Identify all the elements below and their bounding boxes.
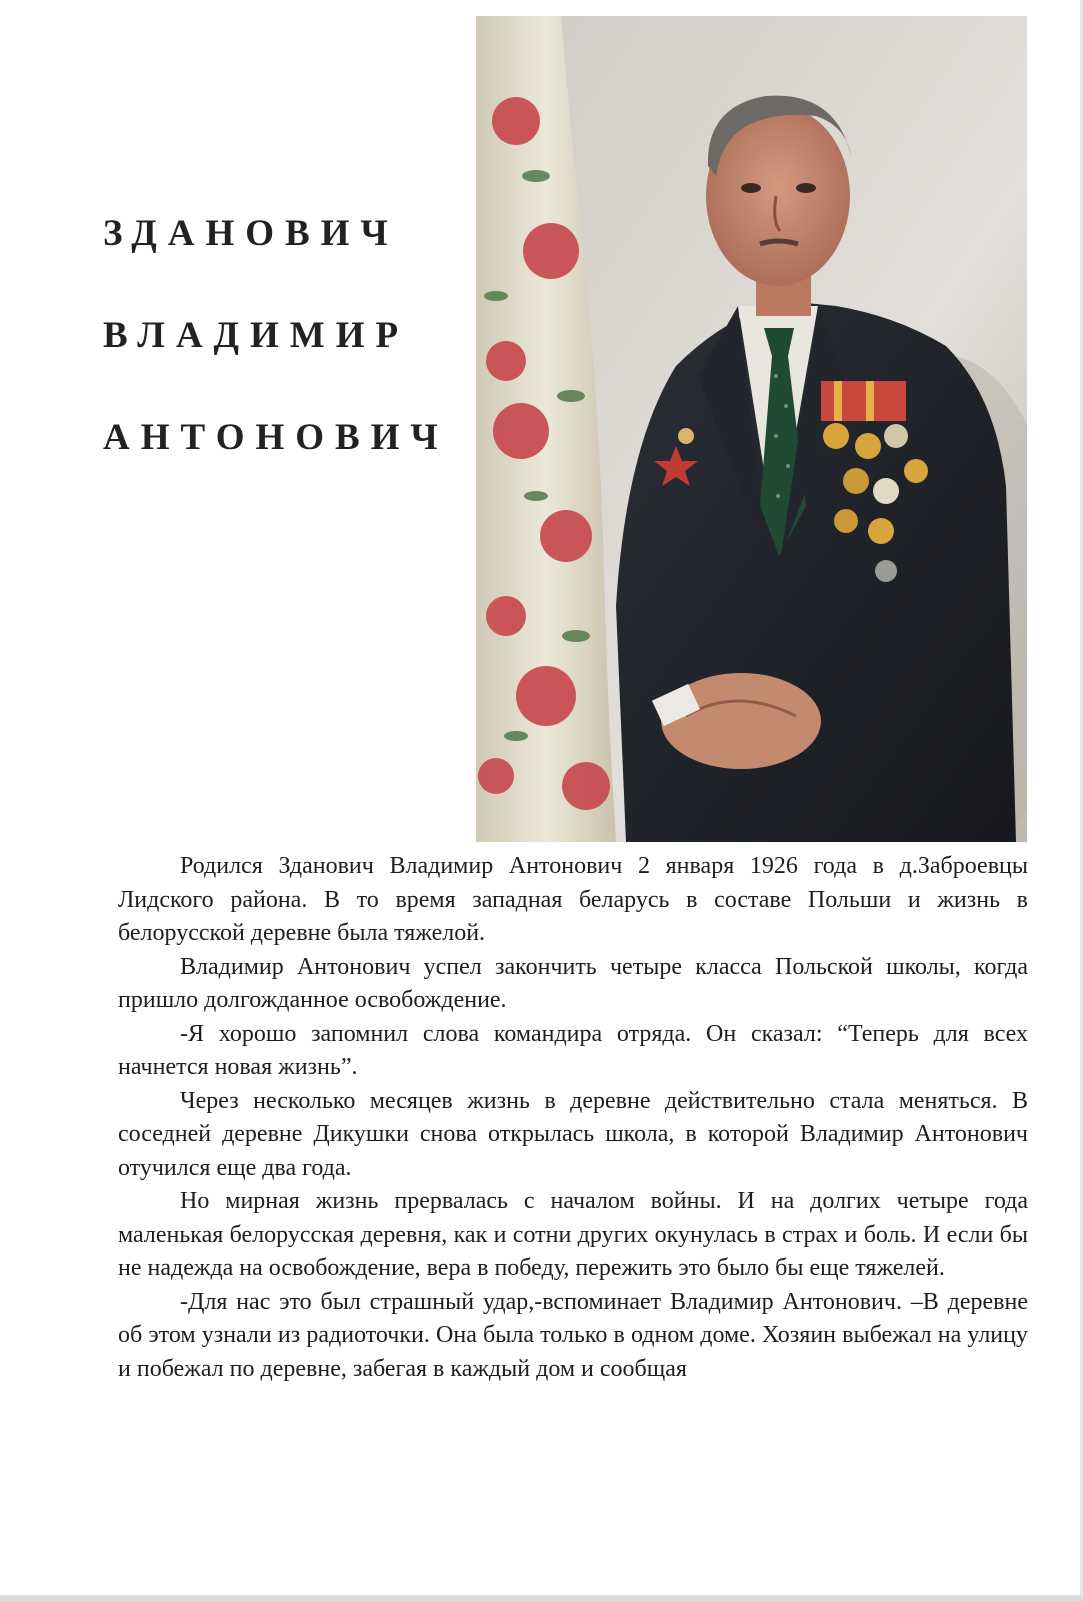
biography-text [118, 850, 1028, 1386]
first-name: ВЛАДИМИР [103, 315, 410, 356]
paragraph-school: Владимир Антонович успел закончить четыре класса Польской школы, когда пришло долгожданное освобождение. [118, 953, 1028, 1013]
paragraph-news: -Для нас это был страшный удар,-вспоминает Владимир Антонович. –В деревне об этом узнали из радиоточки. Она была только в одном доме. Хозяин выбежал на улицу и побежал по деревне, забегая в каждый дом и сообщая [118, 1288, 1028, 1382]
paragraph-village: Через несколько месяцев жизнь в деревне действительно стала меняться. В соседней деревне Дикушки снова открылась школа, в которой Владимир Антонович отучился еще два года. [118, 1087, 1028, 1181]
surname: ЗДАНОВИЧ [103, 213, 399, 254]
paragraph-birth: Родился Зданович Владимир Антонович 2 января 1926 года в д.Заброевцы Лидского района. В то время западная беларусь в составе Польши и жизнь в белорусской деревне была тяжелой. [118, 853, 1028, 946]
paragraph-war: Но мирная жизнь прервалась с началом войны. И на долгих четыре года маленькая белорусская деревня, как и сотни других окунулась в страх и боль. И если бы не надежда на освобождение, вера в победу, пережить это было бы еще тяжелей. [118, 1188, 1028, 1281]
paragraph-quote: -Я хорошо запомнил слова командира отряда. Он сказал: “Теперь для всех начнется новая жизнь”. [118, 1020, 1028, 1080]
person-name-heading [103, 212, 449, 518]
veteran-portrait-photo [476, 16, 1027, 842]
patronymic: АНТОНОВИЧ [103, 417, 449, 458]
